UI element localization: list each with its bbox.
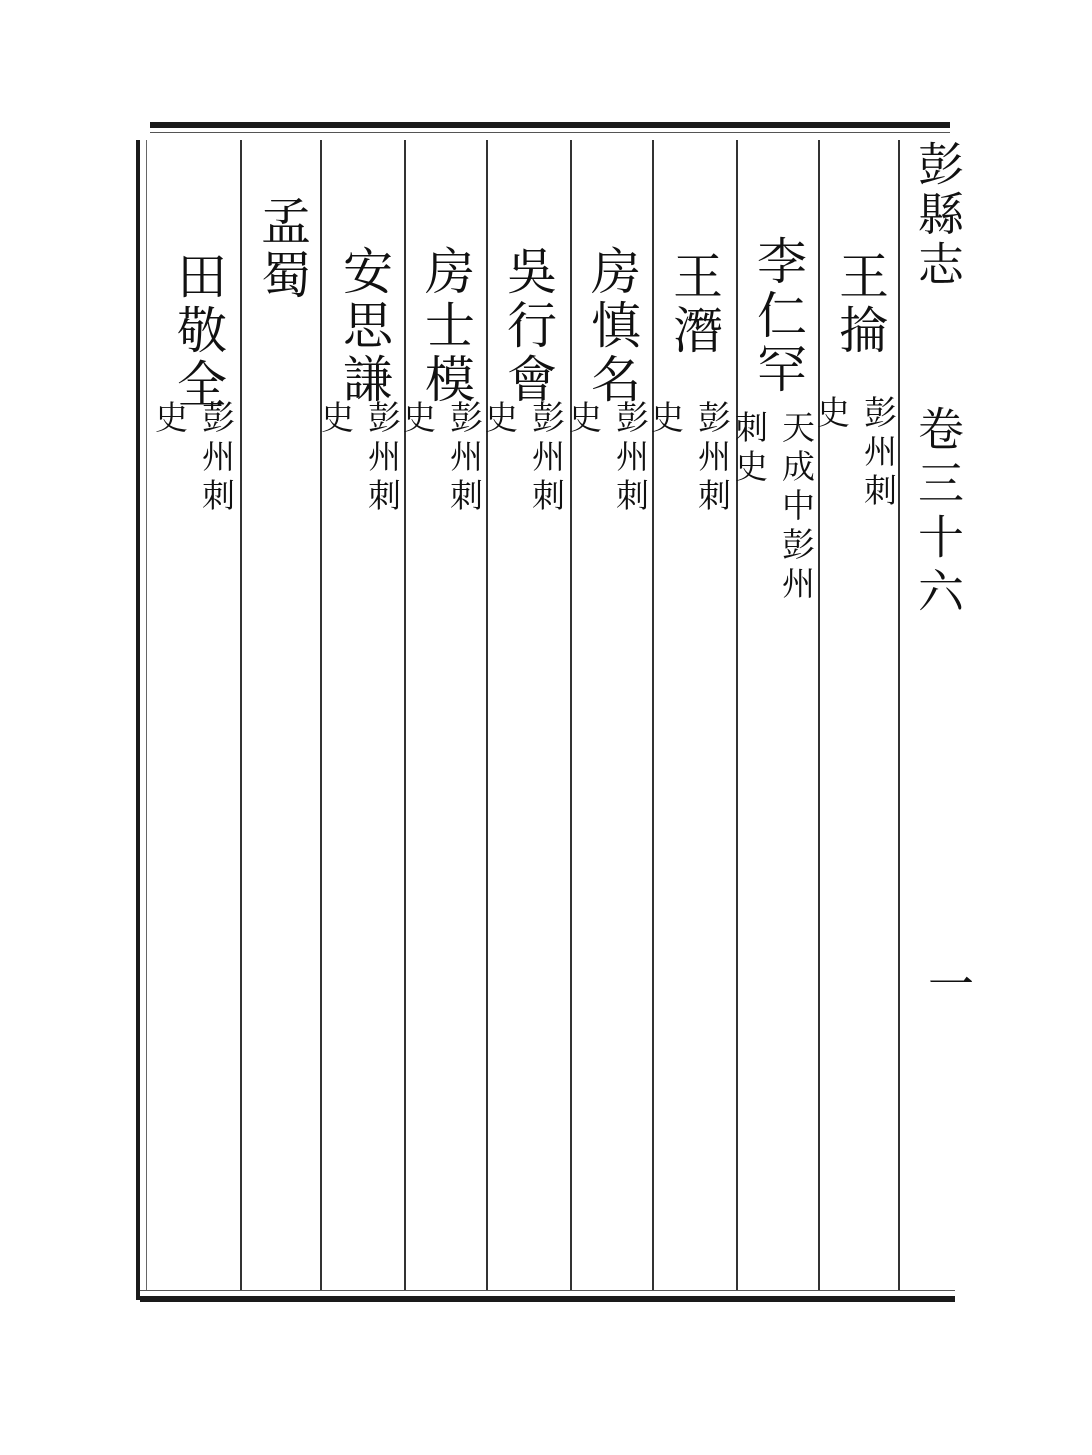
entry-name: 李仁罕 [749, 235, 807, 397]
column-rule [736, 140, 738, 1290]
entry-name: 房慎名 [583, 245, 641, 407]
column-rule [486, 140, 488, 1290]
entry-name: 王掄 [831, 250, 889, 358]
entry-name: 田敬全 [169, 250, 227, 412]
frame-bottom-border [140, 1296, 955, 1302]
entry-note: 彭州刺史 [316, 400, 402, 517]
frame-top-border [150, 122, 950, 128]
entry-note: 天成中彭州刺史 [730, 410, 816, 605]
frame-bottom-inner-line [140, 1290, 955, 1291]
entry-note: 彭州刺史 [646, 400, 732, 517]
section-heading: 孟蜀 [253, 195, 311, 303]
column-rule [404, 140, 406, 1290]
column-rule [818, 140, 820, 1290]
page-number: 一 [921, 960, 975, 1006]
frame-left-inner-line [146, 140, 147, 1290]
entry-name: 王潛 [665, 250, 723, 358]
column-rule [240, 140, 242, 1290]
entry-note: 彭州刺史 [564, 400, 650, 517]
frame-left-border [136, 140, 140, 1300]
entry-name: 吳行會 [499, 245, 557, 407]
entry-note: 彭州刺史 [812, 395, 898, 512]
entry-name: 房士模 [417, 245, 475, 407]
entry-note: 彭州刺史 [480, 400, 566, 517]
entry-note: 彭州刺史 [150, 400, 236, 517]
book-title: 彭縣志 [911, 140, 965, 290]
entry-name: 安思謙 [335, 245, 393, 407]
volume-label: 卷三十六 [911, 405, 965, 621]
entry-note: 彭州刺史 [398, 400, 484, 517]
column-rule [320, 140, 322, 1290]
frame-top-inner-line [150, 132, 950, 133]
column-rule [898, 140, 900, 1290]
column-rule [570, 140, 572, 1290]
column-rule [652, 140, 654, 1290]
